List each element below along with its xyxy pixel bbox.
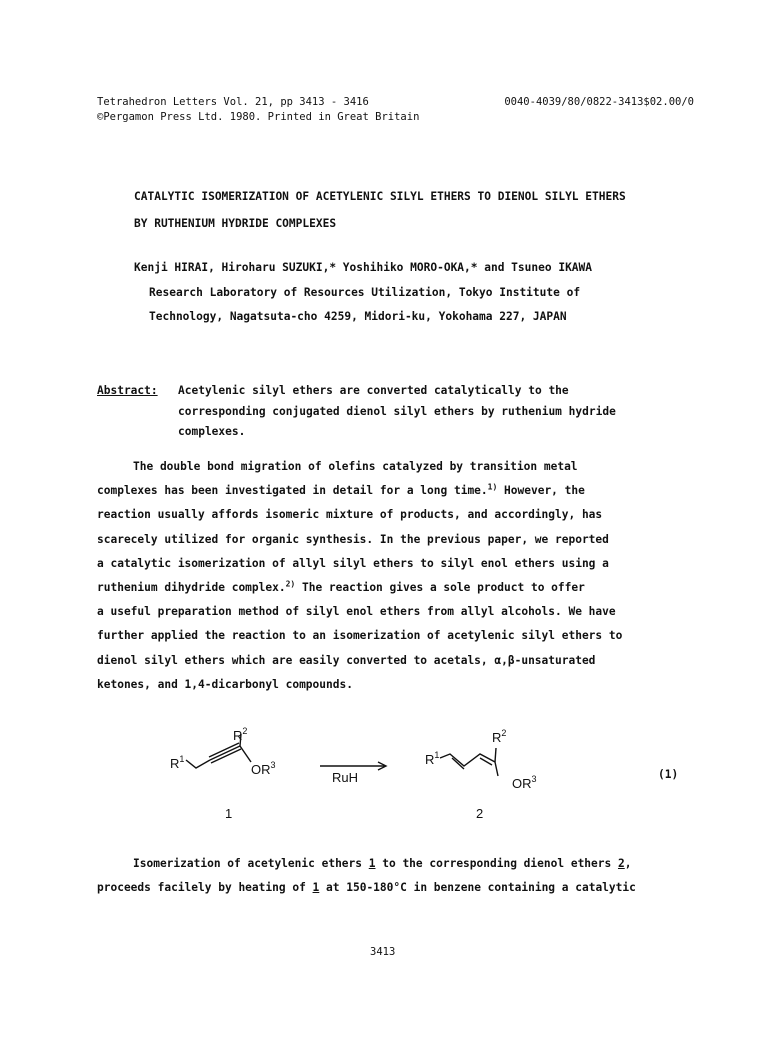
triple-bond	[209, 743, 241, 763]
bond-ch-or3	[240, 746, 251, 762]
abstract-line-1: Acetylenic silyl ethers are converted catalytically to the	[178, 384, 569, 397]
body-line	[97, 479, 697, 503]
compound-1-label: 1	[225, 806, 233, 821]
affiliation-line-2: Technology, Nagatsuta-cho 4259, Midori-ku, Yokohama 227, JAPAN	[149, 310, 567, 323]
body-line: a useful preparation method of silyl enol ethers from allyl alcohols. We have	[97, 605, 616, 619]
body-text: ruthenium dihydride complex.	[97, 580, 286, 594]
bond-to-r2	[495, 748, 496, 762]
title-line-2: BY RUTHENIUM HYDRIDE COMPLEXES	[134, 217, 337, 230]
body-text: However, the	[497, 484, 585, 498]
r1-label-product: $R^1$	[425, 750, 440, 767]
body-line: further applied the reaction to an isomerization of acetylenic silyl ethers to	[97, 629, 623, 643]
or3-label: $OR^3$	[251, 760, 276, 777]
author-list: Kenji HIRAI, Hiroharu SUZUKI,* Yoshihiko MORO-OKA,* and Tsuneo IKAWA	[134, 261, 593, 274]
body-paragraph-2	[97, 852, 636, 900]
compound-ref-2: 2	[617, 857, 625, 870]
body-text: ,	[624, 857, 632, 870]
compound-2-label: 2	[476, 806, 484, 821]
r2-label-product: $R^2$	[492, 728, 507, 745]
title-line-1: CATALYTIC ISOMERIZATION OF ACETYLENIC SILYL ETHERS TO DIENOL SILYL ETHERS	[134, 190, 626, 203]
equation-number: (1)	[658, 768, 679, 781]
body-line	[97, 852, 636, 876]
body-text: Isomerization of acetylenic ethers	[133, 857, 369, 870]
body-line: reaction usually affords isomeric mixture of products, and accordingly, has	[97, 508, 603, 522]
r1-label: $R^1$	[170, 754, 185, 771]
abstract-text	[178, 381, 698, 443]
journal-header	[97, 95, 419, 125]
compound-ref-1: 1	[312, 881, 320, 895]
body-line: The double bond migration of olefins catalyzed by transition metal	[133, 460, 578, 473]
body-line: scarecely utilized for organic synthesis. In the previous paper, we reported	[97, 532, 609, 546]
article-code: 0040-4039/80/0822-3413$02.00/0	[504, 96, 694, 108]
body-line: ketones, and 1,4-dicarbonyl compounds.	[97, 677, 353, 691]
body-text: to the corresponding dienol ethers	[375, 857, 618, 870]
body-text: complexes has been investigated in detail for a long time.	[97, 484, 488, 498]
citation-ref-1: 1)	[487, 482, 498, 492]
abstract-line-3: complexes.	[178, 425, 246, 438]
copyright-line: ©Pergamon Press Ltd. 1980. Printed in Great Britain	[97, 111, 420, 123]
abstract-label: Abstract:	[97, 384, 158, 397]
body-line: a catalytic isomerization of allyl silyl ethers to silyl enol ethers using a	[97, 556, 609, 570]
diene-chain	[440, 754, 498, 776]
body-paragraph-1	[97, 455, 697, 697]
double-bond-1	[452, 758, 464, 769]
abstract-line-2: corresponding conjugated dienol silyl ethers by ruthenium hydride	[178, 404, 616, 418]
journal-citation: Tetrahedron Letters Vol. 21, pp 3413 - 3416	[97, 96, 369, 108]
r2-label: $R^2$	[233, 726, 248, 743]
body-line	[97, 876, 636, 900]
citation-ref-2: 2)	[285, 579, 296, 589]
article-title	[134, 183, 626, 237]
body-line	[97, 576, 697, 600]
page-number: 3413	[370, 946, 396, 958]
reagent-label: RuH	[332, 770, 359, 785]
bond-ch-r2	[240, 734, 241, 746]
reaction-scheme	[150, 720, 710, 830]
body-text: The reaction gives a sole product to offer	[295, 580, 585, 594]
body-text: at 150-180°C in benzene containing a catalytic	[319, 881, 636, 895]
compound-ref-1: 1	[368, 857, 376, 870]
or3-label-product: $OR^3$	[512, 774, 537, 791]
body-line: dienol silyl ethers which are easily converted to acetals, α,β-unsaturated	[97, 653, 596, 667]
affiliation-line-1: Research Laboratory of Resources Utilization, Tokyo Institute of	[149, 286, 581, 299]
body-text: proceeds facilely by heating of	[97, 881, 313, 895]
affiliation	[149, 281, 580, 329]
bond-r1-ch2	[186, 760, 210, 768]
